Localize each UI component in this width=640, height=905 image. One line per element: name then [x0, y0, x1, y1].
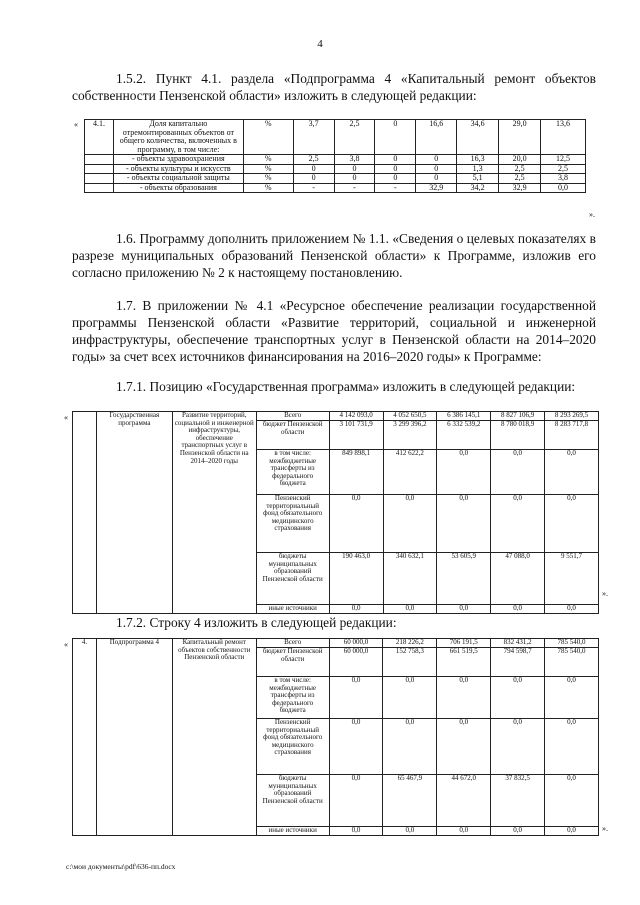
- value-cell: 0,0: [545, 677, 599, 719]
- value-cell: 0,0: [491, 450, 545, 495]
- value-cell: 4 142 093,0: [329, 412, 383, 421]
- value-cell: 0,0: [383, 827, 437, 836]
- value-cell: 0,0: [491, 827, 545, 836]
- table2-close-quote: ».: [602, 589, 608, 598]
- value-cell: 0: [293, 174, 334, 184]
- table1-open-quote: «: [74, 120, 78, 129]
- funding-source: в том числе: межбюджетные трансферты из федерального бюджета: [256, 677, 329, 719]
- value-cell: 2,5: [334, 120, 375, 155]
- value-cell: 60 000,0: [329, 639, 383, 648]
- value-cell: 0,0: [491, 495, 545, 553]
- value-cell: 34,6: [457, 120, 499, 155]
- unit: %: [243, 120, 293, 155]
- table2-open-quote: «: [64, 413, 68, 422]
- program-resources-table: [72, 411, 599, 614]
- value-cell: 29,0: [499, 120, 541, 155]
- value-cell: 4 052 650,5: [383, 412, 437, 421]
- value-cell: 3,8: [541, 174, 586, 184]
- paragraph-1-7-1: 1.7.1. Позицию «Государственная программа» изложить в следующей редакции:: [116, 379, 576, 394]
- value-cell: 0,0: [329, 677, 383, 719]
- value-cell: 0,0: [545, 450, 599, 495]
- value-cell: 0,0: [437, 827, 491, 836]
- value-cell: 9 551,7: [545, 553, 599, 605]
- value-cell: 3,7: [293, 120, 334, 155]
- value-cell: 785 540,0: [545, 648, 599, 677]
- value-cell: 152 758,3: [383, 648, 437, 677]
- value-cell: 16,3: [457, 155, 499, 165]
- paragraph-1-7-2: 1.7.2. Строку 4 изложить в следующей редакции:: [116, 615, 397, 630]
- value-cell: 0: [416, 155, 457, 165]
- value-cell: 20,0: [499, 155, 541, 165]
- value-cell: 0,0: [545, 495, 599, 553]
- value-cell: 0,0: [491, 677, 545, 719]
- value-cell: 0: [375, 155, 416, 165]
- indicator-name: - объекты культуры и искусств: [113, 164, 243, 174]
- paragraph-1-6: 1.6. Программу дополнить приложением № 1.1. «Сведения о целевых показателях в разрезе муниципальных образований Пензенской области» к Программе, изложив его согласно приложению № 2 к настоящему постановлению.: [72, 231, 596, 280]
- value-cell: 53 605,9: [437, 553, 491, 605]
- value-cell: -: [334, 183, 375, 193]
- value-cell: 6 386 145,1: [437, 412, 491, 421]
- value-cell: -: [375, 183, 416, 193]
- value-cell: 2,5: [499, 174, 541, 184]
- indicator-name: - объекты социальной защиты: [113, 174, 243, 184]
- value-cell: 0,0: [437, 677, 491, 719]
- value-cell: 218 226,2: [383, 639, 437, 648]
- value-cell: 16,6: [416, 120, 457, 155]
- row-number: 4.1.: [85, 120, 114, 155]
- value-cell: 0,0: [383, 677, 437, 719]
- value-cell: 8 283 717,8: [545, 421, 599, 450]
- value-cell: 0,0: [437, 450, 491, 495]
- value-cell: 47 088,0: [491, 553, 545, 605]
- table3-close-quote: ».: [602, 824, 608, 833]
- row-number: [85, 155, 114, 165]
- table-row: [85, 183, 586, 193]
- value-cell: 0,0: [437, 495, 491, 553]
- value-cell: 0,0: [383, 605, 437, 614]
- value-cell: 794 598,7: [491, 648, 545, 677]
- value-cell: 2,5: [541, 164, 586, 174]
- value-cell: 5,1: [457, 174, 499, 184]
- funding-source: бюджет Пензенской области: [256, 421, 329, 450]
- indicator-name: - объекты здравоохранения: [113, 155, 243, 165]
- value-cell: 8 827 106,9: [491, 412, 545, 421]
- value-cell: 2,5: [293, 155, 334, 165]
- funding-source: иные источники: [256, 827, 329, 836]
- value-cell: 12,5: [541, 155, 586, 165]
- value-cell: 412 622,2: [383, 450, 437, 495]
- indicator-name: Доля капитально отремонтированных объектов от общего количества, включенных в программу, в том числе:: [113, 120, 243, 155]
- value-cell: 0,0: [383, 495, 437, 553]
- funding-source: Всего: [256, 412, 329, 421]
- value-cell: 0,0: [545, 605, 599, 614]
- value-cell: 0,0: [383, 719, 437, 775]
- value-cell: 0,0: [437, 605, 491, 614]
- value-cell: 13,6: [541, 120, 586, 155]
- value-cell: 0,0: [491, 719, 545, 775]
- unit: %: [243, 155, 293, 165]
- program-name: Государственная программа: [96, 412, 172, 614]
- value-cell: 8 780 018,9: [491, 421, 545, 450]
- value-cell: 34,2: [457, 183, 499, 193]
- page-number: 4: [317, 38, 323, 50]
- value-cell: 0,0: [329, 605, 383, 614]
- value-cell: 8 293 269,5: [545, 412, 599, 421]
- value-cell: 0: [375, 174, 416, 184]
- value-cell: 60 000,0: [329, 648, 383, 677]
- table-row: [85, 174, 586, 184]
- table-row: [85, 120, 586, 155]
- value-cell: 32,9: [499, 183, 541, 193]
- value-cell: 0,0: [329, 495, 383, 553]
- value-cell: 6 332 539,2: [437, 421, 491, 450]
- funding-source: иные источники: [256, 605, 329, 614]
- program-title: Развитие территорий, социальной и инженерной инфраструктуры, обеспечение транспортных услуг в Пензенской области на 2014–2020 годы: [172, 412, 256, 614]
- unit: %: [243, 164, 293, 174]
- unit: %: [243, 174, 293, 184]
- funding-source: бюджет Пензенской области: [256, 648, 329, 677]
- value-cell: 0,0: [437, 719, 491, 775]
- paragraph-1-5-2: 1.5.2. Пункт 4.1. раздела «Подпрограмма 4 «Капитальный ремонт объектов собственности Пензенской области» изложить в следующей редакции:: [72, 71, 596, 103]
- value-cell: 0: [416, 164, 457, 174]
- funding-source: Всего: [256, 639, 329, 648]
- value-cell: 3 299 396,2: [383, 421, 437, 450]
- funding-source: Пензенский территориальный фонд обязательного медицинского страхования: [256, 495, 329, 553]
- value-cell: -: [293, 183, 334, 193]
- indicator-name: - объекты образования: [113, 183, 243, 193]
- table3-open-quote: «: [64, 640, 68, 649]
- subprogram-4-table: [72, 638, 599, 836]
- value-cell: 0,0: [545, 775, 599, 827]
- value-cell: 3 101 731,9: [329, 421, 383, 450]
- value-cell: 0: [416, 174, 457, 184]
- value-cell: 0,0: [541, 183, 586, 193]
- funding-source: бюджеты муниципальных образований Пензенской области: [256, 775, 329, 827]
- value-cell: 661 519,5: [437, 648, 491, 677]
- value-cell: 785 540,0: [545, 639, 599, 648]
- value-cell: 37 832,5: [491, 775, 545, 827]
- value-cell: 0,0: [329, 775, 383, 827]
- funding-source: в том числе: межбюджетные трансферты из федерального бюджета: [256, 450, 329, 495]
- row-number: [85, 174, 114, 184]
- value-cell: 2,5: [499, 164, 541, 174]
- row-number: [85, 164, 114, 174]
- value-cell: 832 431,2: [491, 639, 545, 648]
- value-cell: 0,0: [545, 719, 599, 775]
- value-cell: 0,0: [329, 827, 383, 836]
- funding-source: Пензенский территориальный фонд обязательного медицинского страхования: [256, 719, 329, 775]
- program-title: Капитальный ремонт объектов собственности Пензенской области: [172, 639, 256, 836]
- value-cell: 706 191,5: [437, 639, 491, 648]
- value-cell: 340 632,1: [383, 553, 437, 605]
- value-cell: 44 672,0: [437, 775, 491, 827]
- value-cell: 0: [293, 164, 334, 174]
- program-name: Подпрограмма 4: [96, 639, 172, 836]
- value-cell: 32,9: [416, 183, 457, 193]
- value-cell: 849 898,1: [329, 450, 383, 495]
- value-cell: 0: [375, 164, 416, 174]
- footer-file-path: c:\мои документы\pdf\636-пп.docx: [66, 862, 176, 871]
- funding-source: бюджеты муниципальных образований Пензенской области: [256, 553, 329, 605]
- row-number: 4.: [73, 639, 97, 836]
- indicators-table: [84, 119, 586, 193]
- value-cell: 0,0: [329, 719, 383, 775]
- value-cell: 0: [334, 164, 375, 174]
- value-cell: 3,8: [334, 155, 375, 165]
- value-cell: 0: [375, 120, 416, 155]
- paragraph-1-7: 1.7. В приложении № 4.1 «Ресурсное обеспечение реализации государственной программы Пензенской области «Развитие территорий, социальной и инженерной инфраструктуры, обеспечение транспортных услуг в Пензенской области на 2014–2020 годы» за счет всех источников финансирования на 2016–2020 годы» к Программе:: [72, 298, 596, 364]
- unit: %: [243, 183, 293, 193]
- value-cell: 0,0: [545, 827, 599, 836]
- value-cell: 65 467,9: [383, 775, 437, 827]
- row-number: [73, 412, 97, 614]
- row-number: [85, 183, 114, 193]
- value-cell: 1,3: [457, 164, 499, 174]
- value-cell: 0,0: [491, 605, 545, 614]
- table1-close-quote: ».: [589, 210, 595, 219]
- table-row: [85, 155, 586, 165]
- value-cell: 190 463,0: [329, 553, 383, 605]
- value-cell: 0: [334, 174, 375, 184]
